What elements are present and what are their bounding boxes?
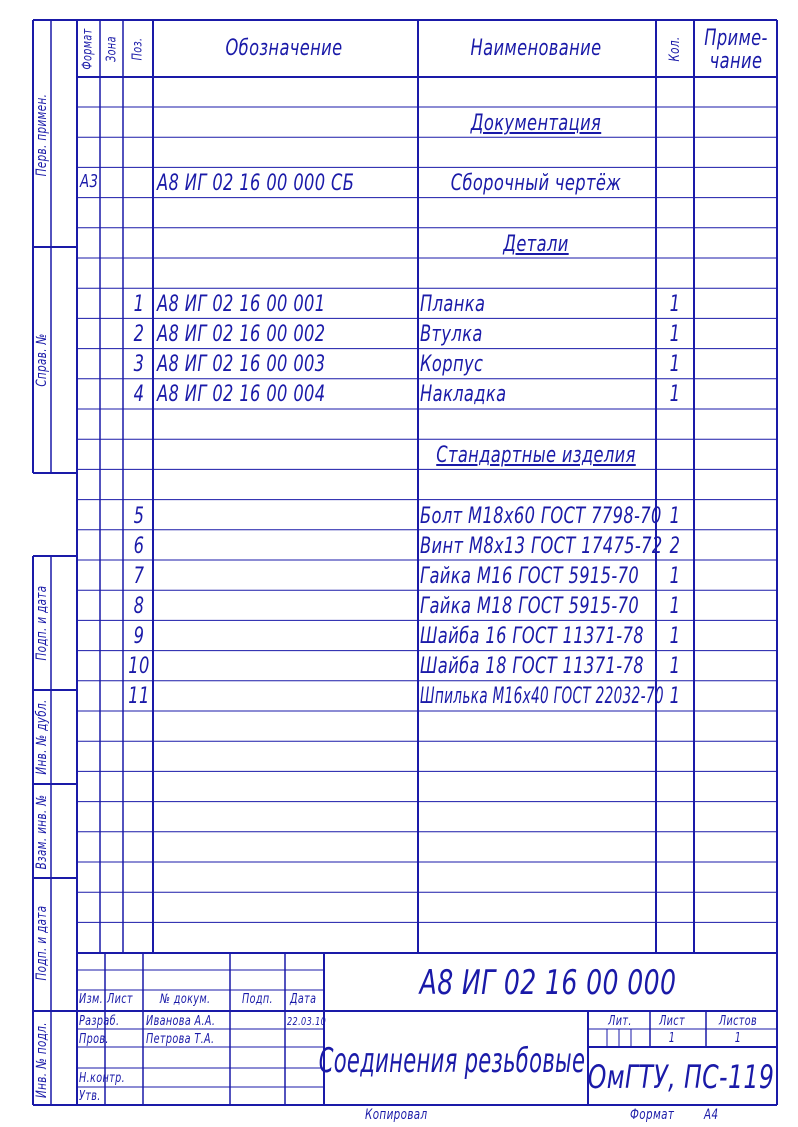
row-qty: 1 <box>669 624 681 649</box>
row-name: Шайба 18 ГОСТ 11371-78 <box>420 654 644 679</box>
row-designation: А8 ИГ 02 16 00 003 <box>157 352 326 377</box>
row-section-title: Стандартные изделия <box>436 443 636 468</box>
side-sprav: Справ. № <box>34 333 50 387</box>
row-pos: 7 <box>133 564 145 589</box>
row-format: А3 <box>80 171 99 192</box>
row-name: Винт М8х13 ГОСТ 17475-72 <box>420 534 663 559</box>
header-name: Наименование <box>470 36 602 61</box>
side-perv-primen: Перв. примен. <box>34 93 50 177</box>
footer-format-value: А4 <box>704 1107 719 1123</box>
row-qty: 1 <box>669 594 681 619</box>
tb-nkontr-label: Н.контр. <box>79 1071 126 1086</box>
footer-copied: Копировал <box>365 1107 428 1123</box>
tb-sheet-value: 1 <box>668 1031 676 1046</box>
tb-razrab-name: Иванова А.А. <box>146 1014 216 1029</box>
tb-utv-label: Утв. <box>79 1089 101 1104</box>
tb-sheets-value: 1 <box>734 1031 742 1046</box>
side-vzam-inv: Взам. инв. № <box>34 794 50 870</box>
tb-prov-label: Пров. <box>79 1032 109 1047</box>
row-section-title: Детали <box>503 232 569 257</box>
row-name: Шпилька М16х40 ГОСТ 22032-70 <box>420 684 664 709</box>
row-pos: 8 <box>133 594 145 619</box>
footer-format-label: Формат <box>630 1107 675 1123</box>
header-pos: Поз. <box>130 37 146 61</box>
row-section-title: Документация <box>470 111 602 136</box>
row-qty: 1 <box>669 382 681 407</box>
side-podp-data-2: Подп. и дата <box>34 905 50 981</box>
row-pos: 9 <box>133 624 145 649</box>
row-name: Гайка М18 ГОСТ 5915-70 <box>420 594 640 619</box>
row-designation: А8 ИГ 02 16 00 001 <box>157 292 326 317</box>
row-name: Накладка <box>420 382 507 407</box>
row-qty: 1 <box>669 292 681 317</box>
row-pos: 11 <box>128 684 150 709</box>
row-qty: 1 <box>669 684 681 709</box>
tb-lit-label: Лит. <box>608 1014 632 1029</box>
row-designation: А8 ИГ 02 16 00 004 <box>157 382 326 407</box>
tb-col-podp: Подп. <box>242 992 273 1007</box>
row-pos: 10 <box>128 654 150 679</box>
tb-razrab-label: Разраб. <box>79 1014 120 1029</box>
side-podp-data-1: Подп. и дата <box>34 585 50 661</box>
row-designation: А8 ИГ 02 16 00 000 СБ <box>157 171 355 196</box>
row-name: Втулка <box>420 322 483 347</box>
row-qty: 2 <box>669 534 681 559</box>
row-pos: 3 <box>133 352 145 377</box>
row-pos: 4 <box>133 382 145 407</box>
row-name: Корпус <box>420 352 484 377</box>
row-qty: 1 <box>669 564 681 589</box>
tb-sheet-label: Лист <box>659 1014 685 1029</box>
row-pos: 6 <box>133 534 145 559</box>
tb-organization: ОмГТУ, ПС-119 <box>587 1058 775 1096</box>
header-note-2: чание <box>709 49 763 74</box>
header-zone: Зона <box>104 36 120 62</box>
row-name: Сборочный чертёж <box>450 171 622 196</box>
tb-col-doc: № докум. <box>160 992 211 1007</box>
tb-col-list: Лист <box>107 992 133 1007</box>
row-designation: А8 ИГ 02 16 00 002 <box>157 322 326 347</box>
side-inv-dubl: Инв. № дубл. <box>34 699 50 775</box>
tb-title: Соединения резьбовые <box>318 1041 586 1081</box>
row-pos: 2 <box>133 322 145 347</box>
row-qty: 1 <box>669 654 681 679</box>
row-pos: 1 <box>133 292 145 317</box>
tb-col-date: Дата <box>290 992 317 1007</box>
row-name: Гайка М16 ГОСТ 5915-70 <box>420 564 640 589</box>
row-qty: 1 <box>669 504 681 529</box>
tb-sheets-label: Листов <box>718 1014 758 1029</box>
tb-col-izm: Изм. <box>79 992 104 1007</box>
header-format: Формат <box>80 28 96 70</box>
row-qty: 1 <box>669 352 681 377</box>
tb-designation: А8 ИГ 02 16 00 000 <box>419 963 677 1003</box>
row-name: Шайба 16 ГОСТ 11371-78 <box>420 624 644 649</box>
row-name: Планка <box>420 292 486 317</box>
tb-razrab-date: 22.03.10 <box>287 1015 327 1028</box>
header-qty: Кол. <box>667 36 683 62</box>
header-designation: Обозначение <box>225 36 343 61</box>
side-inv-podl: Инв. № подл. <box>34 1022 50 1098</box>
row-pos: 5 <box>133 504 145 529</box>
header-note-1: Приме- <box>704 26 768 51</box>
row-qty: 1 <box>669 322 681 347</box>
row-name: Болт М18х60 ГОСТ 7798-70 <box>420 504 662 529</box>
tb-prov-name: Петрова Т.А. <box>146 1032 215 1047</box>
